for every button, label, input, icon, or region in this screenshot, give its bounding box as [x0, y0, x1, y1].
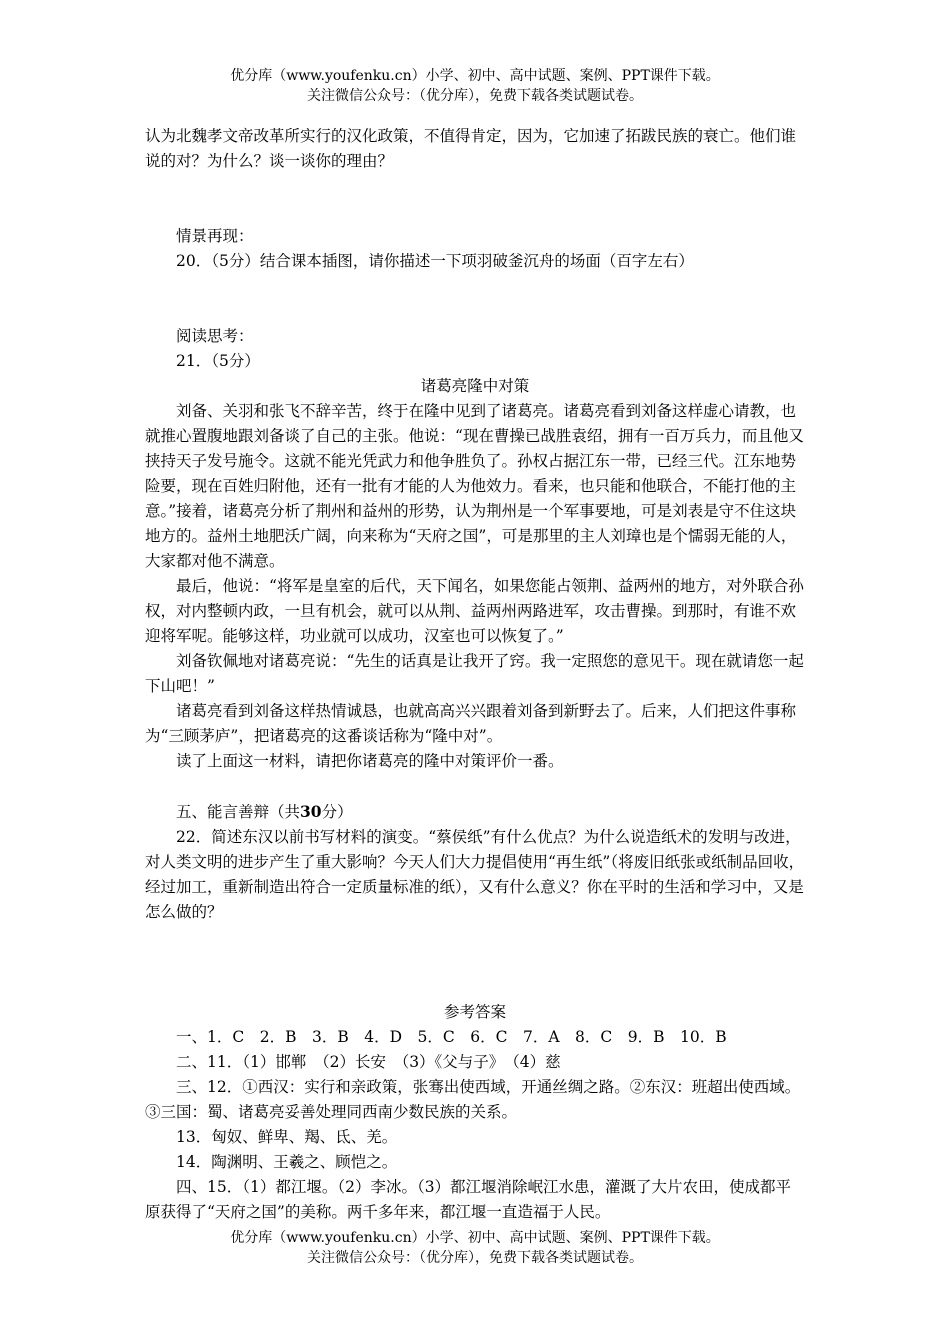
footer-line-1: 优分库（www.youfenku.cn）小学、初中、高中试题、案例、PPT课件下载。: [230, 1230, 720, 1246]
section-title-prefix: 五、能言善辩（共: [176, 803, 301, 821]
header-line-2: 关注微信公众号：（优分库），免费下载各类试题试卷。: [307, 88, 643, 104]
section-title-scene: 情景再现：: [176, 227, 254, 245]
answers-title: 参考答案: [443, 1003, 506, 1021]
question-21: 21．（5分）: [176, 352, 260, 370]
question-19-tail: 认为北魏孝文帝改革所实行的汉化政策，不值得肯定，因为，它加速了拓跋民族的衰亡。他们谁说的对？为什么？谈一谈你的理由？: [145, 127, 797, 170]
answer-space: [145, 274, 805, 324]
answer-line: 三、12．①西汉：实行和亲政策，张骞出使西域，开通丝绸之路。②东汉：班超出使西域。③三国：蜀、诸葛亮妥善处理同西南少数民族的关系。: [145, 1078, 801, 1121]
passage-title: 诸葛亮隆中对策: [420, 377, 530, 395]
passage-prompt: 读了上面这一材料，请把你诸葛亮的隆中对策评价一番。: [176, 752, 564, 770]
answer-line: 14．陶渊明、王羲之、顾恺之。: [176, 1153, 398, 1171]
answer-line: 一、1．C 2．B 3．B 4．D 5．C 6．C 7．A 8．C 9．B 10．B: [176, 1028, 727, 1046]
answer-space: [145, 925, 805, 1000]
page-footer: [0, 1228, 950, 1268]
header-line-1: 优分库（www.youfenku.cn）小学、初中、高中试题、案例、PPT课件下载。: [230, 68, 720, 84]
passage-paragraph: 最后，他说：“将军是皇室的后代，天下闻名，如果您能占领荆、益两州的地方，对外联合孙权，对内整顿内政，一旦有机会，就可以从荆、益两州两路进军，攻击曹操。到那时，有谁不欢迎将军呢。能够这样，功业就可以成功，汉室也可以恢复了。”: [145, 577, 804, 645]
passage-paragraph: 刘备、关羽和张飞不辞辛苦，终于在隆中见到了诸葛亮。诸葛亮看到刘备这样虚心请教，也就推心置腹地跟刘备谈了自己的主张。他说：“现在曹操已战胜袁绍，拥有一百万兵力，而且他又挟持天子发号施令。这就不能光凭武力和他争胜负了。孙权占据江东一带，已经三代。江东地势险要，现在百姓归附他，还有一批有才能的人为他效力。看来，也只能和他联合，不能打他的主意。”接着，诸葛亮分析了荆州和益州的形势，认为荆州是一个军事要地，可是刘表是守不住这块地方的。益州土地肥沃广阔，向来称为“天府之国”，可是那里的主人刘璋也是个懦弱无能的人，大家都对他不满意。: [145, 402, 804, 570]
section-title-suffix: 分）: [321, 803, 353, 821]
answer-space: [145, 174, 805, 224]
answer-line: 13．匈奴、鲜卑、羯、氐、羌。: [176, 1128, 398, 1146]
answer-line: 二、11．（1）邯郸 （2）长安 （3）《父与子》 （4）慈: [176, 1053, 561, 1071]
section-title-5: [145, 799, 805, 825]
passage-paragraph: 诸葛亮看到刘备这样热情诚恳，也就高高兴兴跟着刘备到新野去了。后来，人们把这件事称为“三顾茅庐”，把诸葛亮的这番谈话称为“隆中对”。: [145, 702, 797, 745]
document-body: [145, 124, 805, 1225]
passage-paragraph: 刘备钦佩地对诸葛亮说：“先生的话真是让我开了窍。我一定照您的意见干。现在就请您一起下山吧！”: [145, 652, 804, 695]
section-title-reading: 阅读思考：: [176, 327, 254, 345]
answer-line: 四、15．（1）都江堰。（2）李冰。（3）都江堰消除岷江水患，灌溉了大片农田，使成都平原获得了“天府之国”的美称。两千多年来，都江堰一直造福于人民。: [145, 1178, 792, 1221]
question-20: 20．（5分）结合课本插图，请你描述一下项羽破釜沉舟的场面（百字左右）: [176, 252, 694, 270]
answer-space: [145, 774, 805, 799]
footer-line-2: 关注微信公众号：（优分库），免费下载各类试题试卷。: [307, 1250, 643, 1266]
section-points: 30: [300, 802, 322, 821]
page-header: [0, 66, 950, 106]
question-22: 22．简述东汉以前书写材料的演变。“蔡侯纸”有什么优点？为什么说造纸术的发明与改进，对人类文明的进步产生了重大影响？今天人们大力提倡使用“再生纸”（将废旧纸张或纸制品回收，经过加工，重新制造出符合一定质量标准的纸），又有什么意义？你在平时的生活和学习中，又是怎么做的？: [145, 828, 805, 921]
